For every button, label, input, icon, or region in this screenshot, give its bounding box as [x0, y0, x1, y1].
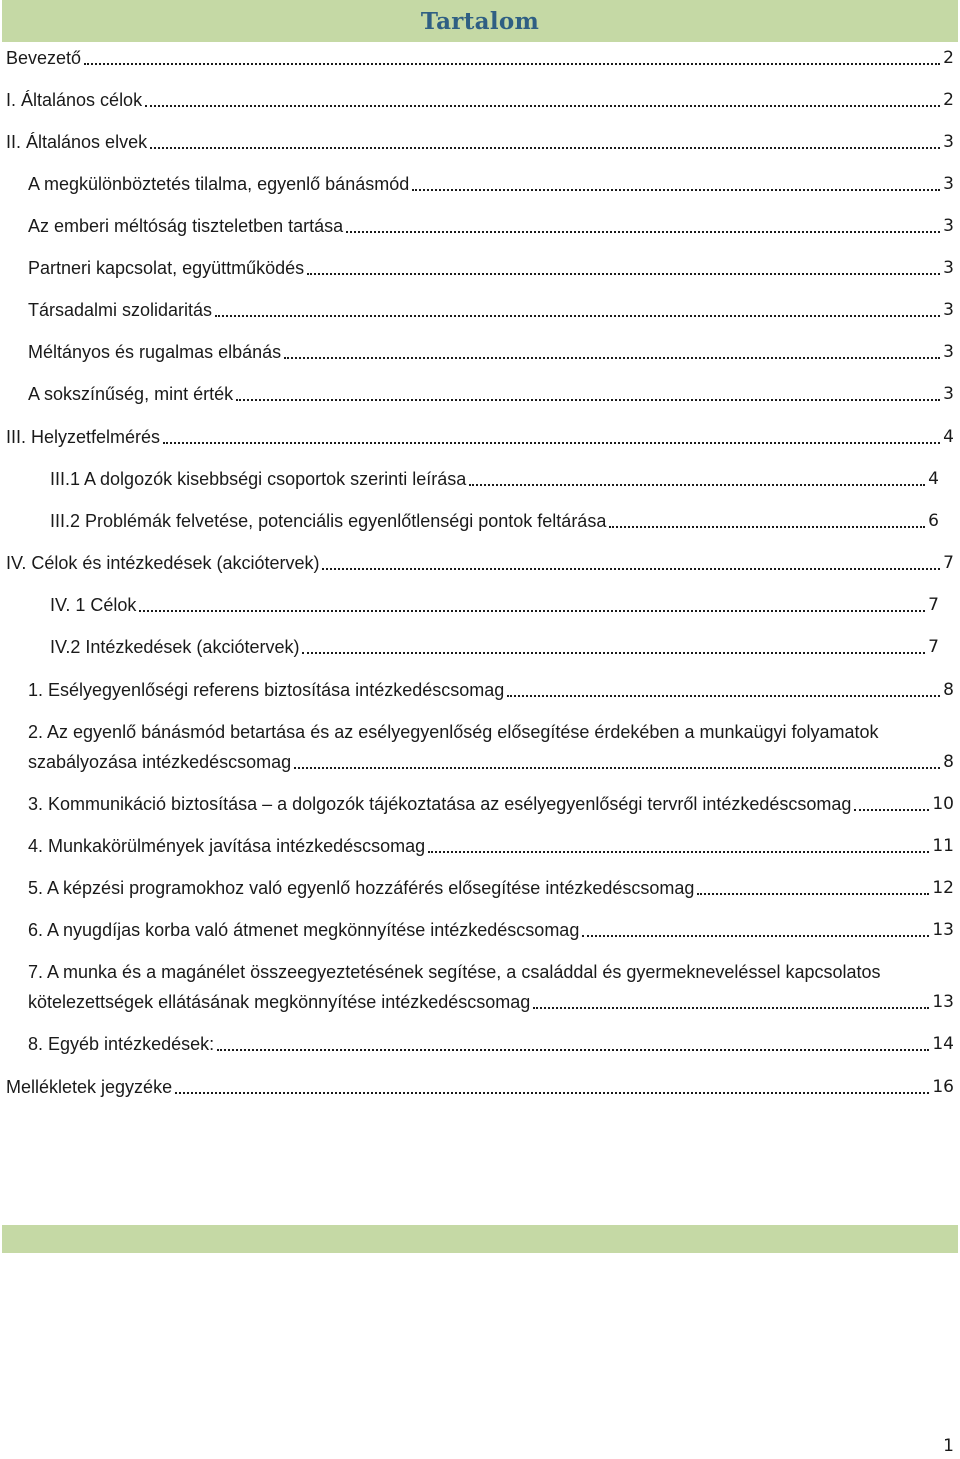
- dot-leader: [302, 634, 925, 660]
- toc-entry-title: IV.2 Intézkedések (akciótervek): [50, 637, 300, 657]
- toc-entry-page: 7: [943, 553, 954, 573]
- toc-entry-line: [28, 917, 954, 943]
- dot-leader: [215, 297, 940, 323]
- toc-entry-title: szabályozása intézkedéscsomag: [28, 752, 292, 772]
- toc-entry-title: Bevezető: [6, 48, 82, 68]
- dot-leader: [217, 1031, 929, 1057]
- dot-leader: [533, 989, 929, 1015]
- toc-entry-line: [28, 171, 954, 197]
- toc-entry-line: [28, 833, 954, 859]
- toc-entry-page: 8: [943, 680, 954, 700]
- toc-entry-line: [50, 592, 939, 618]
- toc-entry-page: 3: [943, 174, 954, 194]
- toc-entry-page: 3: [943, 300, 954, 320]
- toc-entry-line: [28, 213, 954, 239]
- toc-entry-title: 3. Kommunikáció biztosítása – a dolgozók tájékoztatása az esélyegyenlőségi tervről intézkedéscsomag: [28, 794, 852, 814]
- toc-entry-title-line1: 2. Az egyenlő bánásmód betartása és az esélyegyenlőség elősegítése érdekében a munkaügyi folyamatok: [28, 722, 879, 742]
- toc-entry-title: Méltányos és rugalmas elbánás: [28, 342, 282, 362]
- toc-entry-line: [28, 677, 954, 703]
- toc-entry-page: 3: [943, 132, 954, 152]
- toc-entry-title: 8. Egyéb intézkedések:: [28, 1034, 215, 1054]
- toc-entry-title: III. Helyzetfelmérés: [6, 427, 161, 447]
- toc-entry-page: 2: [943, 48, 954, 68]
- dot-leader: [163, 424, 940, 450]
- toc-entry-title: Mellékletek jegyzéke: [6, 1077, 173, 1097]
- toc-entry-title: Partneri kapcsolat, együttműködés: [28, 258, 305, 278]
- toc-entry-page: 3: [943, 258, 954, 278]
- toc-entry-page: 13: [932, 992, 954, 1012]
- dot-leader: [84, 45, 940, 71]
- dot-leader: [150, 129, 940, 155]
- toc-entry-line: [50, 508, 939, 534]
- toc-entry-page: 14: [932, 1034, 954, 1054]
- page-number: 1: [943, 1436, 954, 1456]
- toc-entry-title: III.2 Problémák felvetése, potenciális egyenlőtlenségi pontok feltárása: [50, 511, 607, 531]
- toc-entry-line: [28, 255, 954, 281]
- toc-entry-title: 1. Esélyegyenlőségi referens biztosítása intézkedéscsomag: [28, 680, 505, 700]
- toc-entry-page: 6: [928, 511, 939, 531]
- toc-entry-title: A sokszínűség, mint érték: [28, 384, 234, 404]
- toc-entry-line: [28, 381, 954, 407]
- dot-leader: [139, 592, 925, 618]
- dot-leader: [469, 466, 925, 492]
- toc-entry-line: [28, 1031, 954, 1057]
- dot-leader: [609, 508, 925, 534]
- toc-entry-line: [6, 1074, 954, 1100]
- dot-leader: [294, 749, 940, 775]
- dot-leader: [346, 213, 940, 239]
- toc-entry-line: [6, 550, 954, 576]
- toc-entry-page: 10: [932, 794, 954, 814]
- toc-entry-page: 3: [943, 384, 954, 404]
- toc-entry-page: 7: [928, 637, 939, 657]
- toc-entry-title: IV. 1 Célok: [50, 595, 137, 615]
- title-bar: [2, 0, 958, 42]
- toc-entry-line: [6, 45, 954, 71]
- toc-entry-line: [28, 749, 954, 775]
- toc-entry-page: 8: [943, 752, 954, 772]
- toc-entry-title: II. Általános elvek: [6, 132, 148, 152]
- toc-entry-line: [28, 989, 954, 1015]
- dot-leader: [175, 1074, 929, 1100]
- toc-entry-line: [6, 87, 954, 113]
- toc-entry-page: 4: [943, 427, 954, 447]
- toc-entry-line: [6, 129, 954, 155]
- toc-entry-title: 5. A képzési programokhoz való egyenlő hozzáférés elősegítése intézkedéscsomag: [28, 878, 695, 898]
- page-title: Tartalom: [420, 7, 540, 35]
- dot-leader: [854, 791, 929, 817]
- footer-band: [2, 1225, 958, 1253]
- dot-leader: [507, 677, 940, 703]
- toc-entry-line: [28, 339, 954, 365]
- dot-leader: [582, 917, 929, 943]
- toc-entry-page: 7: [928, 595, 939, 615]
- toc-entry-line: [50, 634, 939, 660]
- toc-entry-page: 2: [943, 90, 954, 110]
- toc-entry-title: Társadalmi szolidaritás: [28, 300, 213, 320]
- toc-entry-title: kötelezettségek ellátásának megkönnyítése intézkedéscsomag: [28, 992, 531, 1012]
- toc-entry-page: 13: [932, 920, 954, 940]
- toc-entry-page: 12: [932, 878, 954, 898]
- dot-leader: [322, 550, 940, 576]
- toc-entry-title: I. Általános célok: [6, 90, 143, 110]
- toc-entry-line: [28, 297, 954, 323]
- toc-entry-line: [28, 791, 954, 817]
- dot-leader: [284, 339, 940, 365]
- dot-leader: [236, 381, 940, 407]
- dot-leader: [145, 87, 940, 113]
- toc-entry-title: IV. Célok és intézkedések (akciótervek): [6, 553, 320, 573]
- toc-entry-title: 6. A nyugdíjas korba való átmenet megkönnyítése intézkedéscsomag: [28, 920, 580, 940]
- toc-entry-line: [50, 466, 939, 492]
- dot-leader: [697, 875, 929, 901]
- dot-leader: [428, 833, 929, 859]
- toc-entry-page: 4: [928, 469, 939, 489]
- toc-entry-title-line1: 7. A munka és a magánélet összeegyeztetésének segítése, a családdal és gyermekneveléssel kapcsolatos: [28, 962, 881, 982]
- toc-entry-page: 3: [943, 216, 954, 236]
- toc-entry-title: Az emberi méltóság tiszteletben tartása: [28, 216, 344, 236]
- toc-entry-page: 16: [932, 1077, 954, 1097]
- toc-entry-title: III.1 A dolgozók kisebbségi csoportok szerinti leírása: [50, 469, 467, 489]
- toc-entry-line: [28, 875, 954, 901]
- toc-entry-title: 4. Munkakörülmények javítása intézkedéscsomag: [28, 836, 426, 856]
- toc-entry-title: A megkülönböztetés tilalma, egyenlő bánásmód: [28, 174, 410, 194]
- dot-leader: [307, 255, 940, 281]
- dot-leader: [412, 171, 940, 197]
- toc-entry-page: 11: [932, 836, 954, 856]
- toc-entry-line: [6, 424, 954, 450]
- toc-entry-page: 3: [943, 342, 954, 362]
